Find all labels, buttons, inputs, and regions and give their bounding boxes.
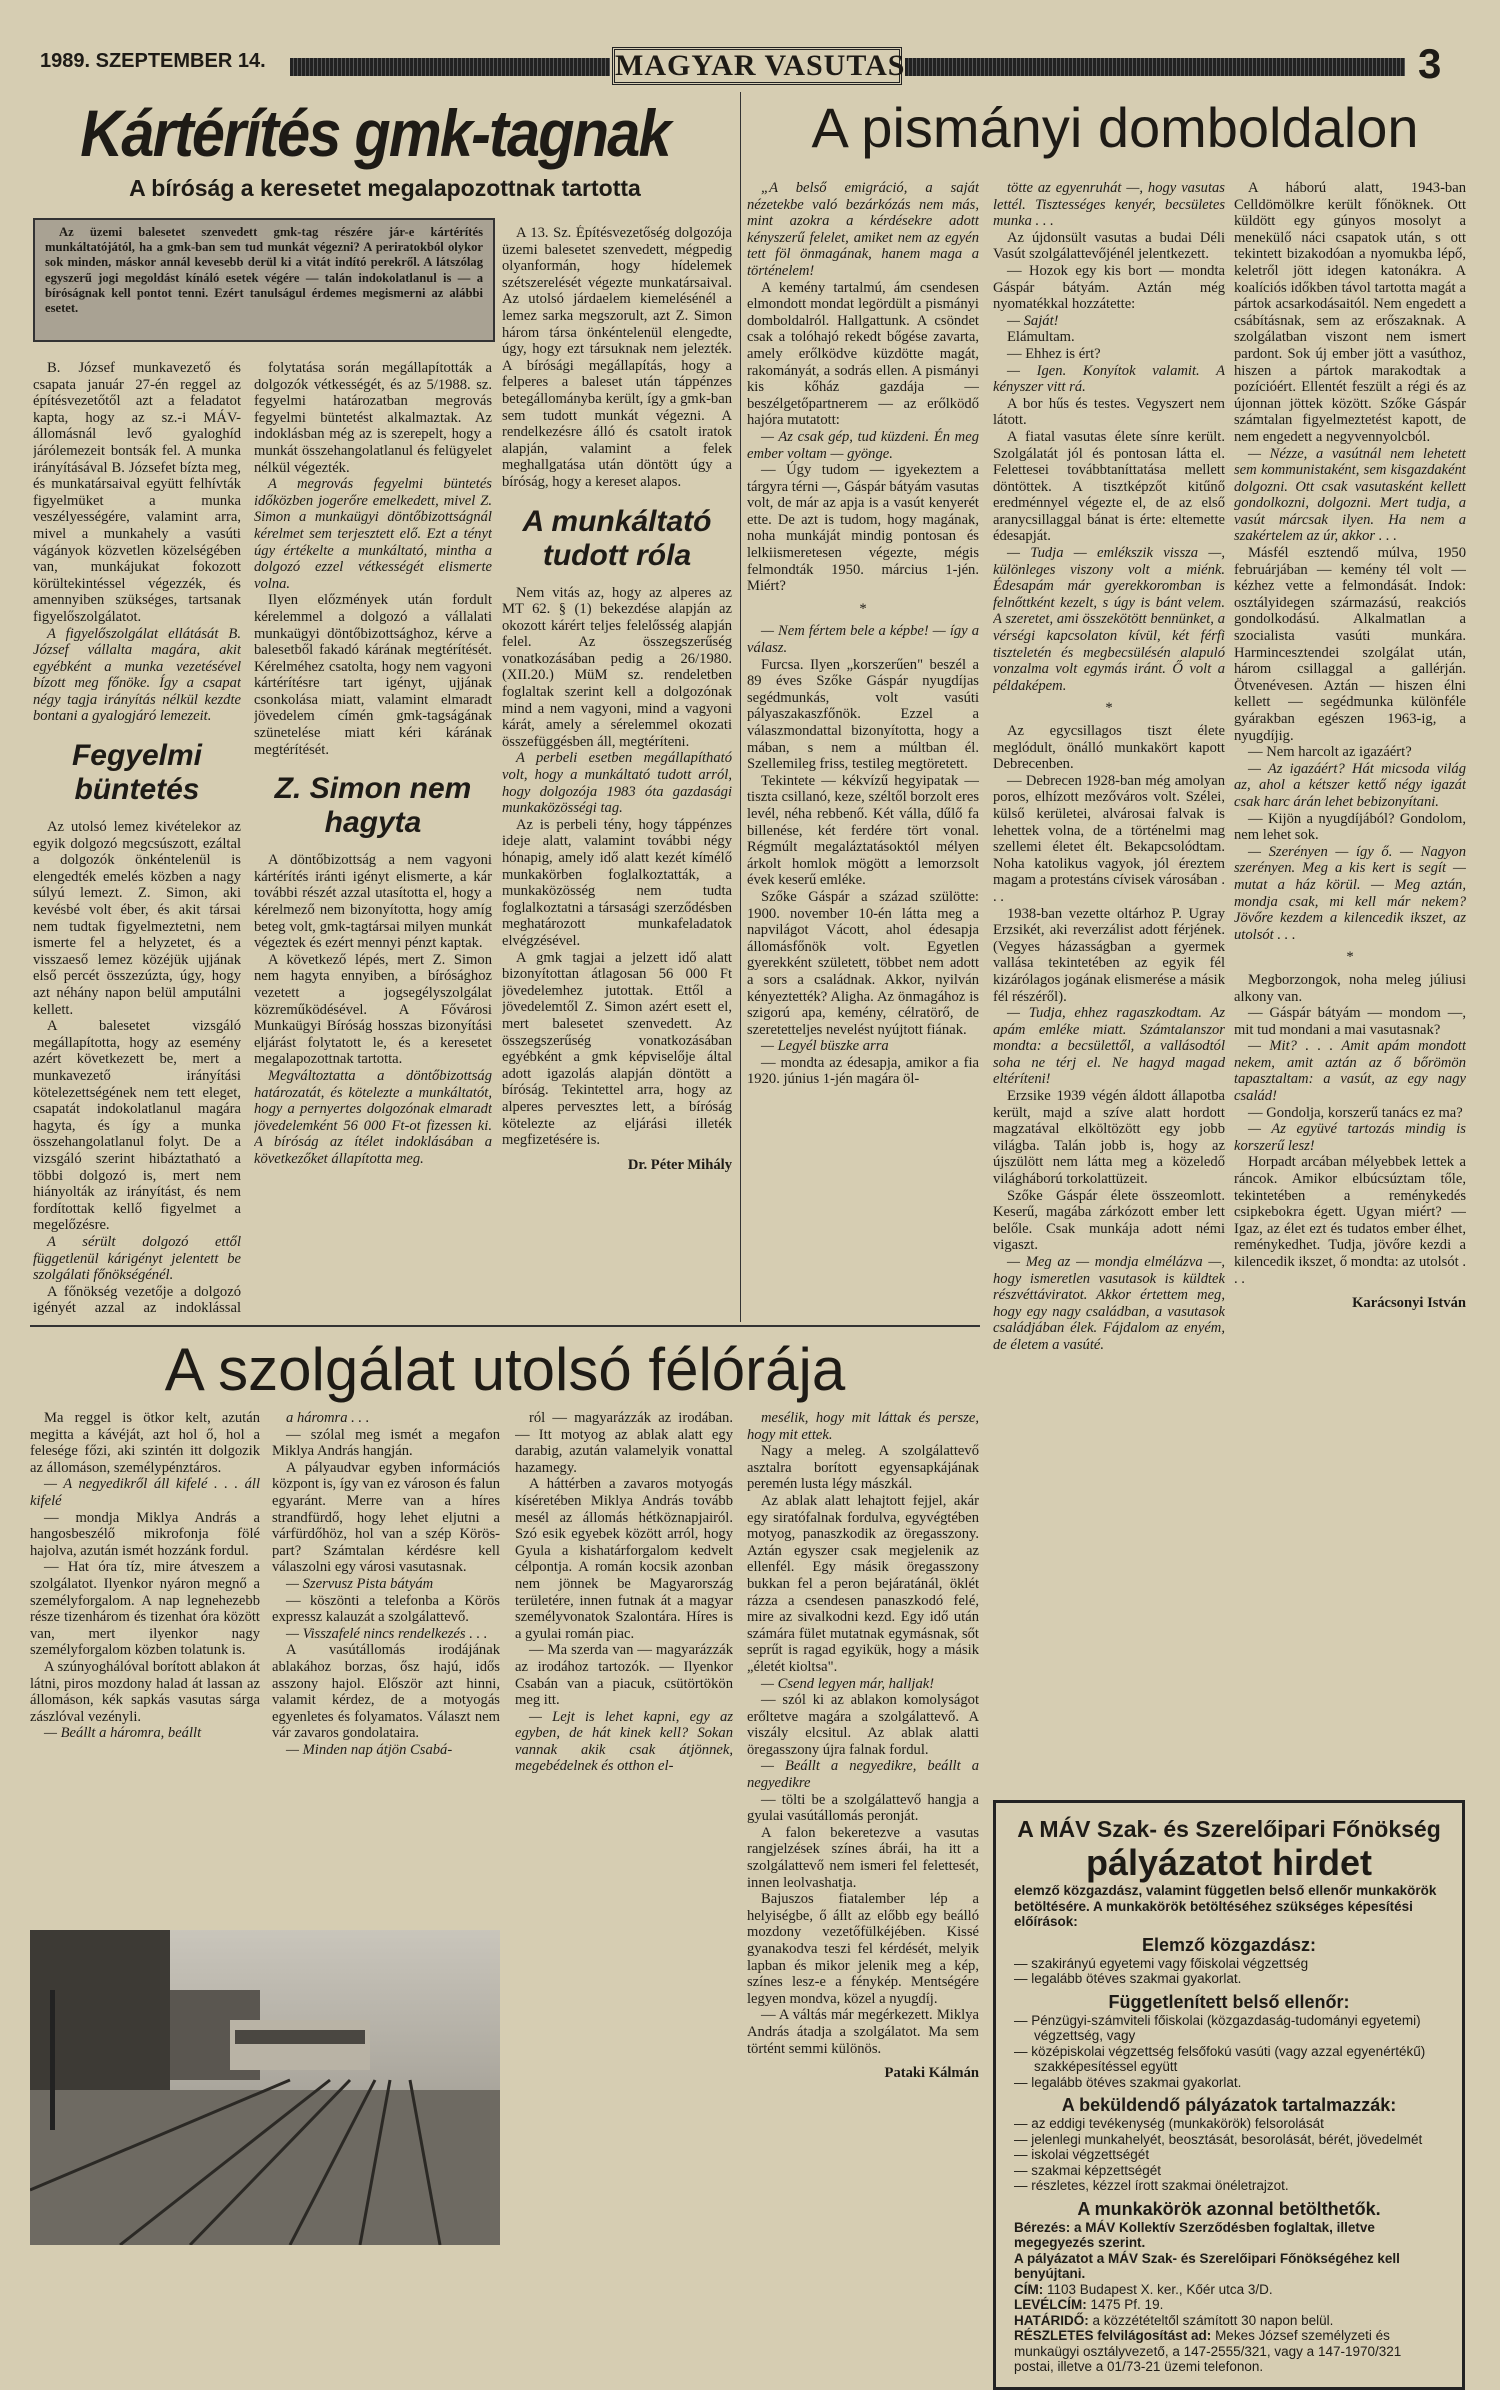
paragraph: Elámultam. (1007, 329, 1075, 346)
article-column (747, 180, 979, 1320)
paragraph: A megrovás fegyelmi büntetés időközben jogerőre emelkedett, mivel Z. Simon a munkaügyi döntőbizottságnál kérelmet sem terjesztett elő. Ezt a tényt úgy értékelte a munkáltató, mintha a dolgozó ezzel vétkességét elismerte volna. (254, 476, 492, 592)
ad-requirement-item: — legalább ötéves szakmai gyakorlat. (1014, 2074, 1242, 2090)
paragraph: A falon bekeretezve a vasutas rangjelzések színes ábrái, ha itt a szolgálattevő nem ismeri fel felettesét, innen leolvashatja. (747, 1824, 979, 1891)
article-column (993, 180, 1225, 1560)
ad-requirement-item: — az eddigi tevékenység (munkakörök) felsorolását (1014, 2116, 1324, 2131)
article-byline: Dr. Péter Mihály (627, 1156, 732, 1173)
ad-immediate: A munkakörök azonnal betölthetők. (1077, 2198, 1381, 2219)
paragraph: A perbeli esetben megállapítható volt, hogy a munkáltató tudott arról, hogy dolgozója 1983 óta gazdasági munkaközösségi tag. (502, 750, 732, 817)
masthead-rule-right (905, 58, 1405, 76)
ad-requirement-item: — szakmai képzettségét (1014, 2162, 1162, 2178)
ad-address: 1103 Budapest X. ker., Kőér utca 3/D. (1047, 2281, 1273, 2297)
paragraph: Az ablak alatt lehajtott fejjel, akár egy siratófalnak fordulva, egyvégtében motyog, panaszkodik az öregasszony. Aztán egyszer csak megjelenik az ellenfél. Egy másik öregasszony bukkan fel a peron bejáratánál, öklét rázza a csendesen panaszkodó felé, mire az sivalkodni kezd. Egy idő után számára fület mutatnak egymásnak, sőt seprűt is ragad egyikük, hogy a másik „életét kioltsa". (747, 1492, 979, 1675)
article-lead-box: Az üzemi balesetet szenvedett gmk-tag részére jár-e kártérítés munkáltatójától, ha a gmk-ban sem tud munkát végezni? A periratokból olykor sok minden, máskor annál kevesebb derül ki a vitát indító perekről. A látszólag egyszerű jogi megoldást kínáló esetek végére — talán indokolatlanul is — a bíróságnak kell pontot tenni. Ezért tanulságul érdemes megismerni az alábbi esetet. (33, 218, 495, 342)
paragraph: Az egycsillagos tiszt élete meglódult, önálló munkakört kapott Debrecenben. (993, 723, 1225, 773)
paragraph: * (1346, 949, 1354, 966)
paragraph: — tölti be a szolgálattevő hangja a gyulai vasútállomás peronját. (747, 1791, 979, 1825)
paragraph: Ilyen előzmények után fordult kérelemmel a dolgozó a vállalati munkaügyi döntőbizottsághoz, kérve a balesetből fakadó kárának megtérítését. Kérelméhez csatolta, hogy nem vagyoni kártérítésre tart igényt, ujjának csonkolása miatt, valamint elmaradt jövedelem címén gmk-tagságának szünetelése miatt kéri kárának megtérítését. (254, 592, 492, 758)
ad-postal: 1475 Pf. 19. (1090, 2297, 1164, 2312)
ad-sections (1014, 1934, 1444, 2194)
paragraph: Erzsike 1939 végén áldott állapotba került, majd a szíve alatt hordott magzatával elköltözött egy jobb világba. Talán jobb is, hogy az újszülött nem látta meg a közeledő világháború torkolattüzeit. (993, 1088, 1225, 1188)
issue-date: 1989. SZEPTEMBER 14. (40, 50, 266, 72)
paragraph: — Szerényen — így ő. — Nagyon szerényen. Meg a kis kert is segít — mutat a ház körül. — Meg aztán, mondja csak, mi kell már nekem? Jövőre kezdem a kilencedik ikszet, az utolsót . . . (1234, 843, 1466, 943)
ad-title-main: pályázatot hirdet (1085, 1842, 1373, 1883)
article-column (33, 360, 241, 1315)
ad-title: A MÁV Szak- és Szerelőipari Főnökség (1017, 1816, 1441, 1842)
paragraph: — Beállt a negyedikre, beállt a negyedikre (747, 1758, 979, 1792)
paragraph: Szőke Gáspár élete összeomlott. Keserű, magába zárkózott ember lett belőle. Csak munkája adott némi vigaszt. (993, 1187, 1225, 1254)
paragraph: A vasútállomás irodájának ablakához borzas, ősz hajú, idős asszony hajol. Először azt hinni, valamit kérdez, de a motyogás egyenletes és folyamatos. Választ nem vár zavaros gondolataira. (272, 1642, 500, 1742)
ad-deadline-label: HATÁRIDŐ: (1014, 2312, 1089, 2328)
paragraph: a háromra . . . (286, 1410, 370, 1426)
paragraph: A 13. Sz. Építésvezetőség dolgozója üzemi balesetet szenvedett, mégpedig olyanformán, hogy hídelemek szétszerelését végezte munkatársaival. Az utolsó járdaelem kiemelésénél a lemez sarka megszorult, azt Z. Simon három társa önkéntelenül elengedte, úgy, hogy ezt társuknak nem jelezték. A bírósági megállapítás, hogy a felperes a baleset után táppénzes betegállományba került, így a gmk-ban sem tudott munkát végezni. A rendelkezésre álló és csatolt iratok alapján, valamint a felek meghallgatása után döntött úgy a bíróság, hogy a kereset alapos. (502, 225, 732, 490)
paragraph: — Az együvé tartozás mindig is korszerű lesz! (1234, 1121, 1466, 1154)
paragraph: — köszönti a telefonba a Körös expressz kalauzát a szolgálattevő. (272, 1592, 500, 1626)
article-column (30, 1410, 260, 1925)
article-subheading: A munkáltató tudott róla (522, 504, 712, 572)
ad-info-label: RÉSZLETES felvilágosítást ad: (1014, 2328, 1212, 2343)
article-column (515, 1410, 733, 2270)
paragraph: A következő lépés, mert Z. Simon nem hagyta ennyiben, a bírósághoz vezetett a jogsegélyszolgálat közreműködésével. A Fővárosi Munkaügyi Bíróság hosszas bizonyítási eljárást folytatott le, és a keresetet megalapozottnak tartotta. (254, 951, 492, 1068)
paragraph: A balesetet vizsgáló megállapította, hogy az esemény azért következett be, mert a munkavezető irányítási kötelezettségének nem tett eleget, csapatát indokolatlanul magára hagyta, és így a munka összehangolatlanul folyt. De a vizsgáló szerint hibáztatható a többi dolgozó is, mert nem hiányolták az irányítást, és nem fordítottak kellő figyelmet a megelőzésre. (33, 1018, 241, 1234)
ad-requirement-item: — Pénzügyi-számviteli főiskolai (közgazdaság-tudományi egyetemi) végzettség, vagy (1014, 2012, 1421, 2043)
paragraph: — Szervusz Pista bátyám (286, 1575, 434, 1592)
paragraph: A háború alatt, 1943-ban Celldömölkre került főnöknek. Ott küldött egy gúnyos mosolyt a menekülő náci csapatok után, s ott tekintett bizakodóan a nyomukba lépő, keletről jött idegen katonákra. A koalíciós időkben távol tartotta magát a pártok acsarkodásaitól. Nem engedett a csábításnak, sem az erőszaknak. A szolgálatban viszont nem ismert pardont. Sok új ember jött a vasúthoz, hiszen a pártok marakodtak a pozícióért. Ellentét feszült a régi és az újonnan jöttek között. Szőke Gáspár számtalan figyelmeztetést kapott, de nem engedett a negyvennyolcból. (1234, 180, 1466, 445)
ad-intro: elemző közgazdász, valamint független belső ellenőr munkakörök betöltésére. A munkakörök betöltéséhez szükséges képesítési előírások: (1014, 1883, 1437, 1929)
paragraph: — Saját! (1007, 312, 1059, 329)
paragraph: Nem vitás az, hogy az alperes az MT 62. § (1) bekezdése alapján az okozott kárért teljes felelősség alapján felel. Az összegszerűség vonatkozásában pedig a 26/1980. (XII.20.) MüM sz. rendeletben foglaltak szerint kell a dolgozónak mind a nem vagyoni, mind a vagyoni kárát, amely a sérelemmel okozati összefüggésben áll, megtéríteni. (502, 584, 732, 750)
job-advertisement (993, 1800, 1465, 2390)
article-column (1234, 180, 1466, 1720)
ad-deadline: a közzétételtől számított 30 napon belül. (1092, 2312, 1334, 2328)
paragraph: — Lejt is lehet kapni, egy az egyben, de hát kinek kell? Sokan vannak akik csak átjönnek, megebédelnek és otthon el- (515, 1708, 733, 1775)
paragraph: A sérült dolgozó ettől függetlenül kárigényt jelentett be szolgálati főnökségénél. (33, 1233, 241, 1284)
paragraph: Megborzongok, noha meleg júliusi alkony van. (1234, 971, 1466, 1005)
paragraph: folytatása során megállapították a dolgozók vétkességét, és az 5/1988. sz. fegyelmi határozatban megrovás fegyelmi büntetést alkalmaztak. Az indoklásban még az is szerepelt, hogy a munkát összehangolatlanul és felügyelet nélkül végezték. (254, 360, 492, 476)
paragraph: A főnökség vezetője a dolgozó igényét azzal az indoklással (33, 1283, 241, 1315)
paragraph: A figyelőszolgálat ellátását B. József vállalta magára, akit egyébként a munka vezetésével bízott meg főnöke. Így a csapat négy tagja irányítás nélkül kezdte bontani a gyalogjáró lemezeit. (33, 625, 241, 725)
paragraph: — Gáspár bátyám — mondom —, mit tud mondani a mai vasutasnak? (1234, 1005, 1466, 1038)
paragraph: Megváltoztatta a döntőbizottság határozatát, és kötelezte a munkáltatót, hogy a pernyertes dolgozónak elmaradt jövedelemként 56 000 Ft-ot fizessen ki. A bíróság az ítélet indoklásában a következőket állapította meg. (254, 1067, 492, 1167)
paragraph: A fiatal vasutas élete sínre került. Szolgálatát jól és pontosan látta el. Felettesei továbbtaníttatása mellett döntöttek. A tisztképzőt kitűnő eredménnyel végezte el, de az első aranycsillaggal bánat is érte: eltemette édesapját. (993, 428, 1225, 545)
article-subheading: Fegyelmi büntetés (71, 739, 203, 807)
paragraph: A szúnyoghálóval borított ablakon át látni, piros mozdony halad át lassan az állomáson, kék sapkás vasutas sárga zászlóval vezényli. (30, 1658, 260, 1725)
paragraph: tötte az egyenruhát —, hogy vasutas lettél. Tisztességes kenyér, becsületes munka . . . (993, 180, 1225, 230)
paragraph: — Igen. Konyítok valamit. A kényszer vitt rá. (993, 362, 1225, 396)
paragraph: — Mit? . . . Amit apám mondott nekem, amit aztán az ő bőrömön tapasztaltam: a vasút, az egy nagy család! (1234, 1038, 1466, 1105)
ad-requirement-item: — középiskolai végzettség felsőfokú vasúti (vagy azzal egyenértékű) szakképesítéssel együtt (1014, 2043, 1426, 2074)
paragraph: — Csend legyen már, halljak! (761, 1675, 935, 1692)
paragraph: Tekintete — kékvízű hegyipatak — tiszta csillanó, keze, széltől borzolt eres levél, néha rebbenő. Két válla, dűlő fa billenése, két ferdére tört vonal. Régmúlt megaláztatásoktól mélyen árkolt homlok mögött a lemorzsolt évek keserű emléke. (747, 772, 979, 889)
article-column (272, 1410, 500, 1925)
paragraph: A háttérben a zavaros motyogás kíséretében Miklya András tovább mesél az állomás hétköznapjairól. Szó esik egyebek között arról, hogy Gyula a kishatárforgalom kedvelt célpontja. A román kocsik azonban nem jönnek be Magyarország területére, innen futnak át a magyar személyvonatok Szalontára. Híres is a gyulai román piac. (515, 1476, 733, 1642)
paragraph: — Ma szerda van — magyarázzák az irodához tartozók. — Ilyenkor Csabán van a piacuk, csütörtökön meg itt. (515, 1642, 733, 1709)
article-headline: Kártérítés gmk-tagnak (80, 96, 670, 170)
paragraph: — Visszafelé nincs rendelkezés . . . (286, 1625, 488, 1642)
ad-requirement-item: — jelenlegi munkahelyét, beosztását, besorolását, bérét, jövedelmét (1014, 2131, 1423, 2147)
paragraph: * (1105, 700, 1113, 717)
article-headline: A szolgálat utolsó félórája (164, 1336, 846, 1403)
paragraph: — Ehhez is ért? (1007, 345, 1101, 362)
paragraph: — Legyél büszke arra (761, 1038, 889, 1055)
paragraph: B. József munkavezető és csapata január 27-én reggel az építésvezetőtől azt a feladatot kapta, hogy az sz.-i MÁV-állomásnál levő gyaloghíd járólemezeit bontsák fel. A munka irányításával B. Józsefet bízta meg, és munkatársaival együtt felhívták figyelmüket a munka veszélyességére, valamint arra, mivel a munkahely a vasúti vágányok közvetlen közelségében van, munkájukat fokozott körültekintéssel végezzék, és amennyiben szükséges, tartsanak figyelőszolgálatot. (33, 360, 241, 625)
paragraph: A pályaudvar egyben információs központ is, így van ez városon és falun egyaránt. Merre van a híres strandfürdő, hogy lehet eljutni a várfürdőhöz, hol van a szép Körös-part? Számtalan kérdésre kell válaszolni egy városi vasutasnak. (272, 1459, 500, 1576)
paragraph: — Beállt a háromra, beállt (44, 1725, 202, 1742)
paragraph: Szőke Gáspár a század szülötte: 1900. november 10-én látta meg a napvilágot Vácott, ahol édesapja állomásfőnök volt. Egyetlen gyerekként született, többet nem adott a sors a családnak. Akkor, nyilván kényeztették? Aligha. Az önmagához is szigorú apa, kemény, célratörő, de szeretetteljes nevelést nyújtott fiának. (747, 888, 979, 1038)
paragraph: — szól ki az ablakon komolyságot erőltetve magára a szolgálattevő. A viszály elcsitul. Az ablak alatti öregasszony újra falnak fordul. (747, 1692, 979, 1758)
page-number: 3 (1418, 40, 1442, 87)
paragraph: Másfél esztendő múlva, 1950 februárjában — kemény tél volt — kézhez vette a felmondását. Indok: osztályidegen származású, reakciós gondolkodású. Alkalmatlan a szocialista vasúti munkára. Harmincesztendei szolgálat után, három csillaggal a gallérján. Ötvenévesen. Aztán — hiszen élni kellett — segédmunka különféle gyárakban egészen 1963-ig, a nyugdíjig. (1234, 545, 1466, 744)
column-rule (740, 92, 741, 1322)
article-headline: A pismányi domboldalon (811, 96, 1419, 159)
paragraph: — Gondolja, korszerű tanács ez ma? (1248, 1104, 1463, 1121)
article-subheading: Z. Simon nem hagyta (274, 772, 472, 840)
article-column (254, 360, 492, 1315)
paragraph: A gmk tagjai a jelzett idő alatt bizonyítottan átlagosan 56 000 Ft jövedelemhez jutottak. Ettől a jövedelemtől Z. Simon azért esett el, mert balesetet szenvedett. Az összegszerűség vonatkozásában egyébként a gmk képviselője által adott igazolás alapján döntött a bíróság. Tekintettel arra, hogy az alperes pervesztes lett, a bíróság kötelezte az eljárási illeték megfizetésére is. (502, 949, 732, 1149)
ad-section-heading: Elemző közgazdász: (1141, 1934, 1317, 1955)
railway-station-photo (30, 1930, 500, 2245)
paragraph: — Kijön a nyugdíjából? Gondolom, nem lehet sok. (1234, 810, 1466, 844)
paragraph: — Az igazáért? Hát micsoda világ az, ahol a kétszer kettő négy igazát csak harc árán lehet bebizonyítani. (1234, 760, 1466, 810)
paragraph: — Nem fértem bele a képbe! — így a válasz. (747, 623, 979, 657)
paragraph: — mondta az édesapja, amikor a fia 1920. június 1-jén magára öl- (747, 1054, 979, 1088)
paragraph: — Nem harcolt az igazáért? (1248, 744, 1412, 761)
paragraph: — Minden nap átjön Csabá- (286, 1741, 453, 1758)
paragraph: 1938-ban vezette oltárhoz P. Ugray Erzsikét, aki reverzálist adott férjének. (Vegyes házasságban a gyermek vallása tekintetében az egyik fél kizárólagos jogának elismerése a másik fél részéről). (993, 905, 1225, 1005)
paragraph: — Úgy tudom — igyekeztem a tárgyra térni —, Gáspár bátyám vasutas volt, de már az apja is a vasút kenyerét ette. De azt is tudom, hogy magának, noha munkáját mindig pontosan és lelkiismeretesen végezte, mégis felmondták 1950. március 1-jén. Miért? (747, 462, 979, 595)
article-column (747, 1410, 979, 2270)
paragraph: — Tudja — emlékszik vissza —, különleges viszony volt a miénk. Édesapám már gyerekkoromban is felnőttként kezelt, s úgy is bánt velem. A szeretet, ami összekötött bennünket, a vérségi kapcsolaton kívül, két férfi tiszteletén és megbecsülésén alapuló vonzalma volt egymás iránt. Ő volt a példaképem. (993, 545, 1225, 694)
paragraph: Bajuszos fiatalember lép a helyiségbe, ő állt az előbb egy beálló mozdony vezetőfülkéjében. Kissé gyanakodva teszi fel kérdését, melyik lapban és mikor jelenik meg a kép, színes lesz-e a fénykép. Mentségére legyen mondva, közel a nyugdíj. (747, 1891, 979, 2007)
ad-requirement-item: — iskolai végzettségét (1014, 2147, 1150, 2162)
masthead: MAGYAR VASUTAS (612, 47, 902, 85)
paragraph: A bor hűs és testes. Vegyszert nem látott. (993, 395, 1225, 429)
paragraph: — A váltás már megérkezett. Miklya András átadja a szolgálatot. Ma sem történt semmi különös. (747, 2007, 979, 2057)
ad-postal-label: LEVÉLCÍM: (1014, 2297, 1087, 2312)
paragraph: — Meg az — mondja elmélázva —, hogy ismeretlen vasutasok is küldtek részvéttáviratot. Akkor értettem meg, hogy egy nagy családban, a vasutasok családjában élek. Fájdalom az enyém, de életem a vasúté. (993, 1254, 1225, 1353)
paragraph: — Hozok egy kis bort — mondta Gáspár bátyám. Aztán még nyomatékkal hozzátette: (993, 262, 1225, 313)
article-column (502, 225, 732, 1320)
paragraph: ról — magyarázzák az irodában. — Itt motyog az ablak alatt egy darabig, azután valamelyik vonattal hazamegy. (515, 1410, 733, 1476)
paragraph: A kemény tartalmú, ám csendesen elmondott mondat legördült a pismányi domboldalról. Hallgattunk. A csöndet csak a tolóhajó rekedt bőgése zavarta, amely erőlködve küzdötte magát, rakományát, a sodrás ellen. A pismányi kis kőház gazdája — beszélgetőpartnerem — az erőlködő hajóra mutatott: (747, 279, 979, 429)
paragraph: mesélik, hogy mit láttak és persze, hogy mit ettek. (747, 1410, 979, 1443)
ad-requirement-item: — szakirányú egyetemi vagy főiskolai végzettség (1014, 1955, 1309, 1971)
paragraph: „A belső emigráció, a saját nézetekbe való bezárkózás nem más, mint azokra a kérdésekre adott kényszerű felelet, amiket nem az egyén tett föl önmagának, hanem maga a történelem! (747, 180, 979, 279)
article-subheadline: A bíróság a keresetet megalapozottnak tartotta (129, 175, 641, 201)
ad-address-label: CÍM: (1014, 2281, 1044, 2297)
paragraph: A döntőbizottság a nem vagyoni kártérítés iránti igényt elismerte, a kár további részét azzal utasította el, hogy a kérelmező nem bizonyította, hogy amíg beteg volt, gmk-tagtársai milyen munkát végeztek és ezért mennyi pénzt kaptak. (254, 852, 492, 952)
ad-submit: A pályázatot a MÁV Szak- és Szerelőipari Főnökségéhez kell benyújtani. (1014, 2250, 1400, 2281)
paragraph: — szólal meg ismét a megafon Miklya András hangján. (272, 1426, 500, 1460)
ad-requirement-item: — részletes, kézzel írott szakmai önéletrajzot. (1014, 2178, 1289, 2193)
paragraph: — Tudja, ehhez ragaszkodtam. Az apám emléke miatt. Számtalanszor mondta: a becsülettől, a vallásodtól soha ne térj el. Ne hagyd magad eltéríteni! (993, 1005, 1225, 1088)
paragraph: — Az csak gép, tud küzdeni. Én meg ember voltam — gyönge. (747, 428, 979, 462)
paragraph: Ma reggel is ötkor kelt, azután megitta a kávéját, azt hol ő, hol a felesége főzi, aki szintén itt dolgozik az állomáson, személypénztáros. (30, 1410, 260, 1476)
paragraph: * (859, 600, 867, 617)
ad-info: Mekes József személyzeti és munkaügyi osztályvezető, a 147-2555/321, vagy a 147-1970/321 postai, illetve a 01/73-21 üzemi telefonon. (1014, 2328, 1402, 2374)
ad-salary: Bérezés: a MÁV Kollektív Szerződésben foglaltak, illetve megegyezés szerint. (1014, 2219, 1375, 2250)
paragraph: Az utolsó lemez kivételekor az egyik dolgozó megcsúszott, ezáltal a dolgozók önkéntelenül is elengedték emelés közben a nagy súlyú lemezt. Z. Simon, aki kevésbé volt éber, és akit társai nem tudtak figyelmeztetni, nem ismerte fel a helyzetet, és a visszaeső lemez közéjük ujjának első percét összezúzta, úgy, hogy azt néhány napon belül amputálni kellett. (33, 819, 241, 1018)
paragraph: Horpadt arcában mélyebbek lettek a ráncok. Amikor elbúcsúztam tőle, tekintetében a reménykedés csipkebokra égett. Ugyan miért? — Igaz, az élet ezt és tudatos ember élhet, reménykedhet. Tudja, jövőre kezdi a kilencedik ikszet, ő mondta: az utolsót . . . (1234, 1154, 1466, 1287)
section-rule (30, 1325, 980, 1327)
paragraph: — A negyedikről áll kifelé . . . áll kifelé (30, 1476, 260, 1509)
paragraph: Az is perbeli tény, hogy táppénzes ideje alatt, valamint további négy hónapig, amely idő alatt kezét kímélő munkakörben foglalkoztatták, a munkaközösség nem tudta foglalkoztatni a társasági szerződésben meghatározott munkafeladatok elvégzésével. (502, 816, 732, 949)
ad-section-heading: Függetlenített belső ellenőr: (1108, 1991, 1350, 2012)
paragraph: — Nézze, a vasútnál nem lehetett sem kommunistaként, sem kisgazdaként dolgozni. Ott csak vasutasként kellett gondolkozni, dolgozni. Mert tudja, a vasút márcsak ilyen. Ha nem a szakértelem az úr, akkor . . . (1234, 445, 1466, 545)
paragraph: Nagy a meleg. A szolgálattevő asztalra borított egyensapkájának peremén lusta légy mászkál. (747, 1443, 979, 1493)
paragraph: Az újdonsült vasutas a budai Déli Vasút szolgálattevőjénél jelentkezett. (993, 229, 1225, 263)
paragraph: — mondja Miklya András a hangosbeszélő mikrofonja fölé hajolva, azután ismét hozzánk fordul. (30, 1509, 260, 1559)
article-byline: Pataki Kálmán (884, 2065, 979, 2082)
paragraph: Furcsa. Ilyen „korszerűen" beszél a 89 éves Szőke Gáspár nyugdíjas segédmunkás, volt vasúti pályaszakaszfőnök. Ezzel a válaszmondattal bizonyította, hogy a mában, s nem a múltban él. Szellemileg friss, testileg megtöretett. (747, 656, 979, 773)
article-byline: Karácsonyi István (1352, 1295, 1466, 1312)
paragraph: — Hat óra tíz, mire átveszem a szolgálatot. Ilyenkor nyáron megnő a személyforgalom. A nap legnehezebb része tizenhárom és tizenhat óra között van, mert ilyenkor nagy személyforgalom közben tolatunk is. (30, 1559, 260, 1659)
ad-requirement-item: — legalább ötéves szakmai gyakorlat. (1014, 1971, 1242, 1986)
masthead-rule-left (290, 58, 610, 76)
paragraph: — Debrecen 1928-ban még amolyan poros, elhízott mezőváros volt. Szélei, külső kerületei, alvárosai falvak is lehettek volna, de a történelmi mag szellemi életet élt. Bekapcsolódtam. Noha katolikus vagyok, jól éreztem magam a protestáns cívisek városában . . . (993, 772, 1225, 905)
ad-section-heading: A beküldendő pályázatok tartalmazzák: (1061, 2095, 1397, 2115)
